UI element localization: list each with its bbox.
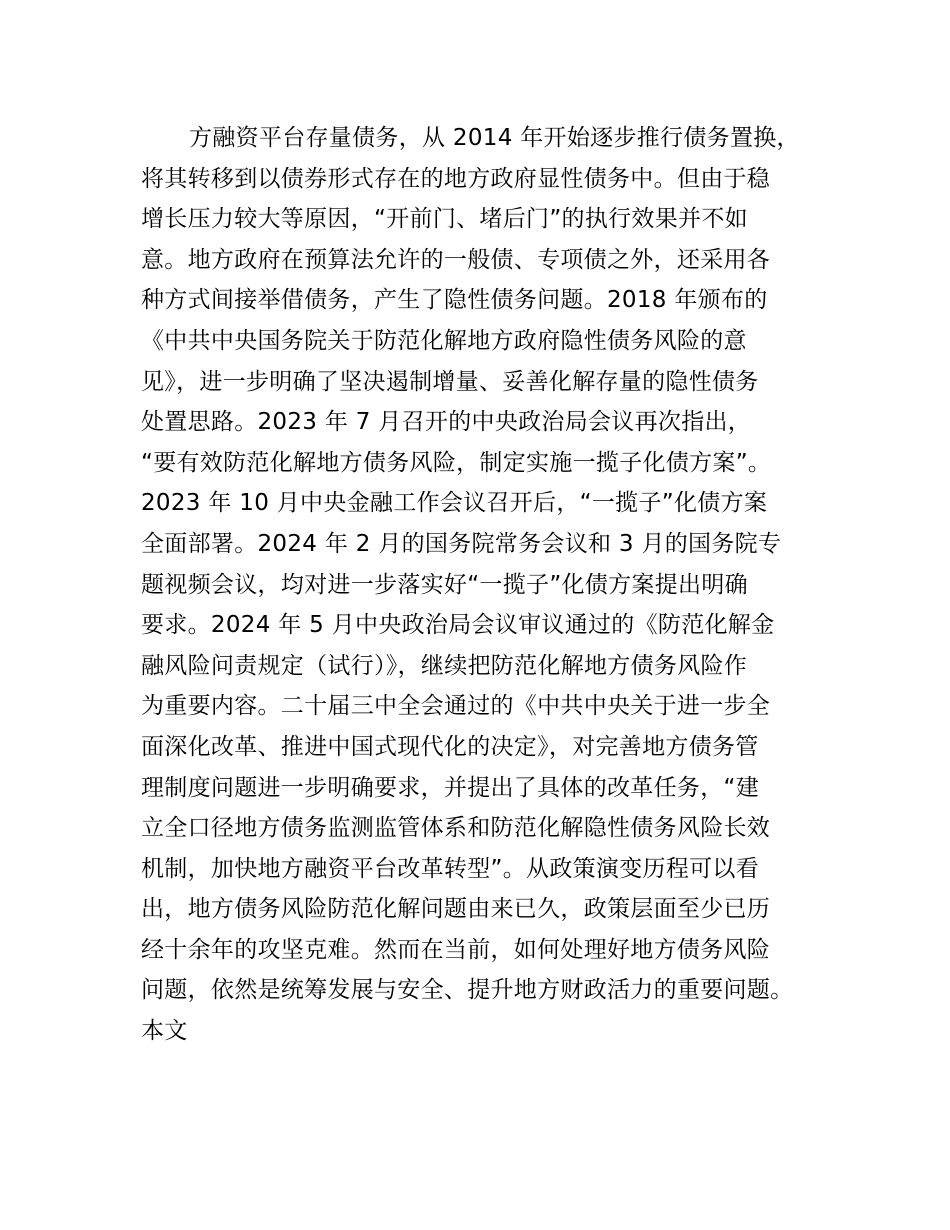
text-line: 题视频会议，均对进一步落实好“一揽子”化债方案提出明确: [141, 571, 748, 598]
text-line: 将其转移到以债券形式存在的地方政府显性债务中。但由于稳: [141, 165, 771, 192]
text-line: 本文: [141, 1018, 188, 1045]
text-line: 方融资平台存量债务，从 2014 年开始逐步推行债务置换，: [189, 125, 800, 151]
body-paragraph: [141, 118, 841, 1052]
text-line: 融风险问责规定（试行）》，继续把防范化解地方债务风险作: [141, 652, 748, 679]
text-line: 见》，进一步明确了坚决遏制增量、妥善化解存量的隐性债务: [141, 368, 759, 395]
text-line: 2023 年 10 月中央金融工作会议召开后，“一揽子”化债方案: [141, 490, 768, 517]
text-line: 机制，加快地方融资平台改革转型”。从政策演变历程可以看: [141, 855, 760, 882]
text-line: 经十余年的攻坚克难。然而在当前，如何处理好地方债务风险: [141, 936, 771, 963]
text-line: 为重要内容。二十届三中全会通过的《中共中央关于进一步全: [141, 693, 771, 720]
text-line: 意。地方政府在预算法允许的一般债、专项债之外，还采用各: [141, 246, 771, 273]
text-line: 问题，依然是统筹发展与安全、提升地方财政活力的重要问题。: [141, 977, 794, 1004]
text-line: “要有效防范化解地方债务风险，制定实施一揽子化债方案”。: [141, 449, 772, 476]
text-line: 理制度问题进一步明确要求，并提出了具体的改革任务，“建: [141, 774, 760, 801]
text-line: 处置思路。2023 年 7 月召开的中央政治局会议再次指出，: [141, 409, 752, 436]
text-line: 面深化改革、推进中国式现代化的决定》，对完善地方债务管: [141, 733, 759, 760]
text-line: 增长压力较大等原因，“开前门、堵后门”的执行效果并不如: [141, 206, 748, 233]
text-line: 全面部署。2024 年 2 月的国务院常务会议和 3 月的国务院专: [141, 530, 782, 557]
text-line: 要求。2024 年 5 月中央政治局会议审议通过的《防范化解金: [141, 612, 775, 639]
text-line: 种方式间接举借债务，产生了隐性债务问题。2018 年颁布的: [141, 287, 768, 314]
text-line: 立全口径地方债务监测监管体系和防范化解隐性债务风险长效: [141, 815, 771, 842]
text-line: 出，地方债务风险防范化解问题由来已久，政策层面至少已历: [141, 896, 771, 923]
text-line: 《中共中央国务院关于防范化解地方政府隐性债务风险的意: [141, 327, 747, 354]
